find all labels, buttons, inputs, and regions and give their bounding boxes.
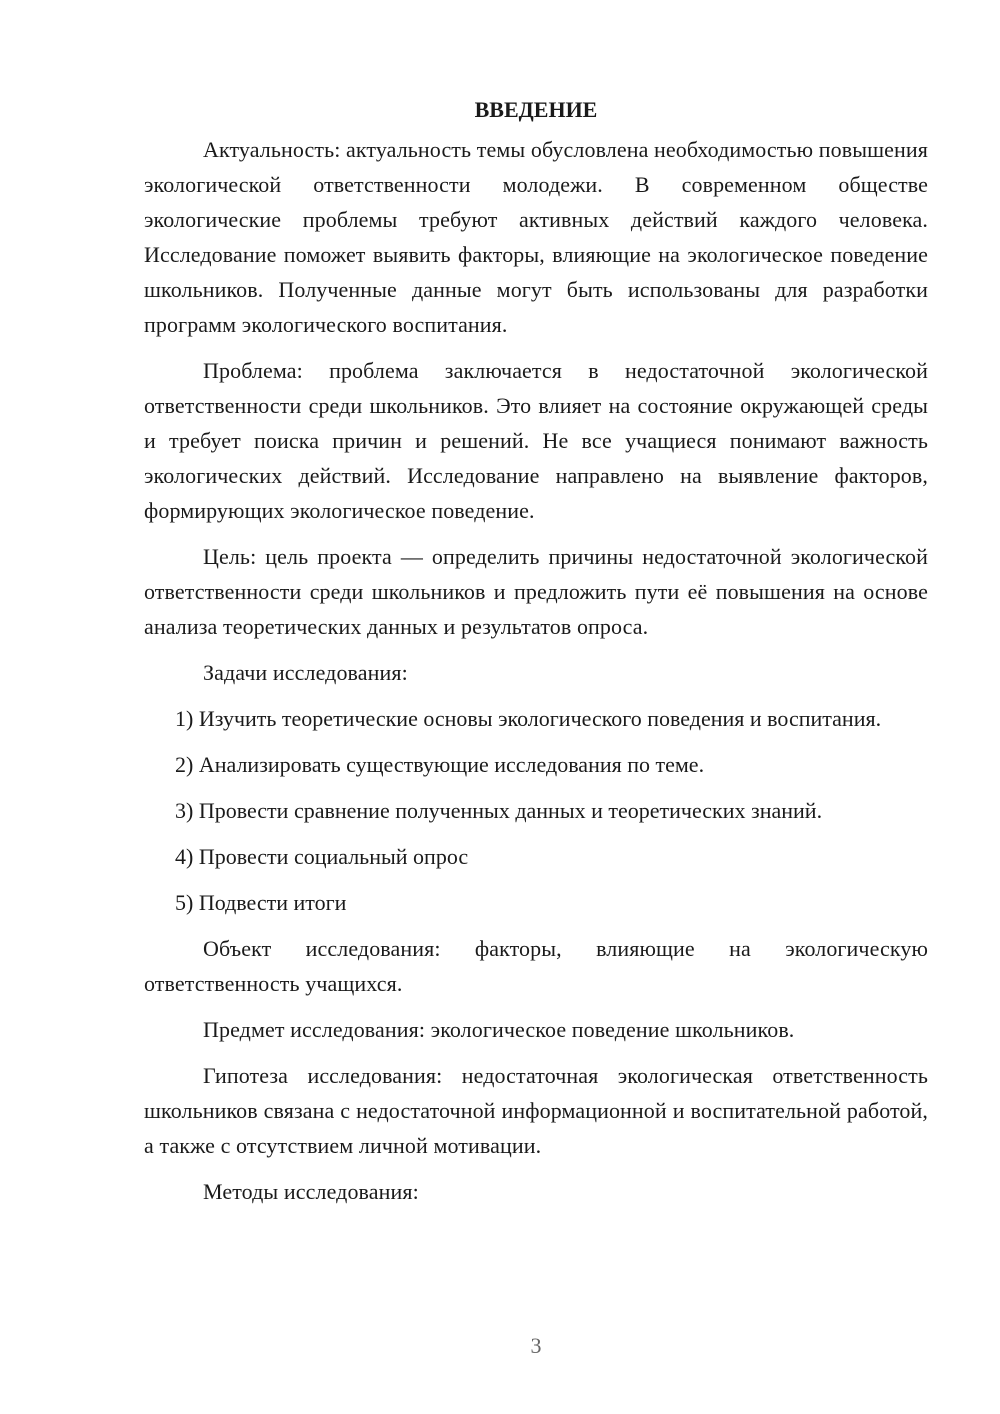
- section-title: ВВЕДЕНИЕ: [474, 97, 598, 122]
- paragraph-relevance: Актуальность: актуальность темы обусловлена необходимостью повышения экологической ответственности молодежи. В современном обществе экологические проблемы требуют активных действий каждого человека. Исследование поможет выявить факторы, влияющие на экологическое поведение школьников. Полученные данные могут быть использованы для разработки программ экологического воспитания.: [144, 137, 928, 337]
- paragraph-subject: Предмет исследования: экологическое поведение школьников.: [203, 1017, 795, 1042]
- tasks-heading: Задачи исследования:: [203, 660, 408, 685]
- paragraph-problem: Проблема: проблема заключается в недостаточной экологической ответственности среди школьников. Это влияет на состояние окружающей среды и требует поиска причин и решений. Не все учащиеся понимают важность экологических действий. Исследование направлено на выявление факторов, формирующих экологическое поведение.: [144, 358, 928, 523]
- task-item-2: 2) Анализировать существующие исследования по теме.: [175, 752, 705, 777]
- task-item-4: 4) Провести социальный опрос: [175, 844, 469, 869]
- page-number: 3: [530, 1333, 542, 1358]
- task-item-1: 1) Изучить теоретические основы экологического поведения и воспитания.: [175, 706, 882, 731]
- paragraph-goal: Цель: цель проекта — определить причины недостаточной экологической ответственности среди школьников и предложить пути её повышения на основе анализа теоретических данных и результатов опроса.: [144, 544, 928, 639]
- paragraph-object: Объект исследования: факторы, влияющие на экологическую ответственность учащихся.: [144, 936, 928, 996]
- task-item-3: 3) Провести сравнение полученных данных и теоретических знаний.: [175, 798, 823, 823]
- document-page: [144, 92, 928, 1220]
- task-item-5: 5) Подвести итоги: [175, 890, 347, 915]
- methods-heading: Методы исследования:: [203, 1179, 419, 1204]
- paragraph-hypothesis: Гипотеза исследования: недостаточная экологическая ответственность школьников связана с недостаточной информационной и воспитательной работой, а также с отсутствием личной мотивации.: [144, 1063, 928, 1158]
